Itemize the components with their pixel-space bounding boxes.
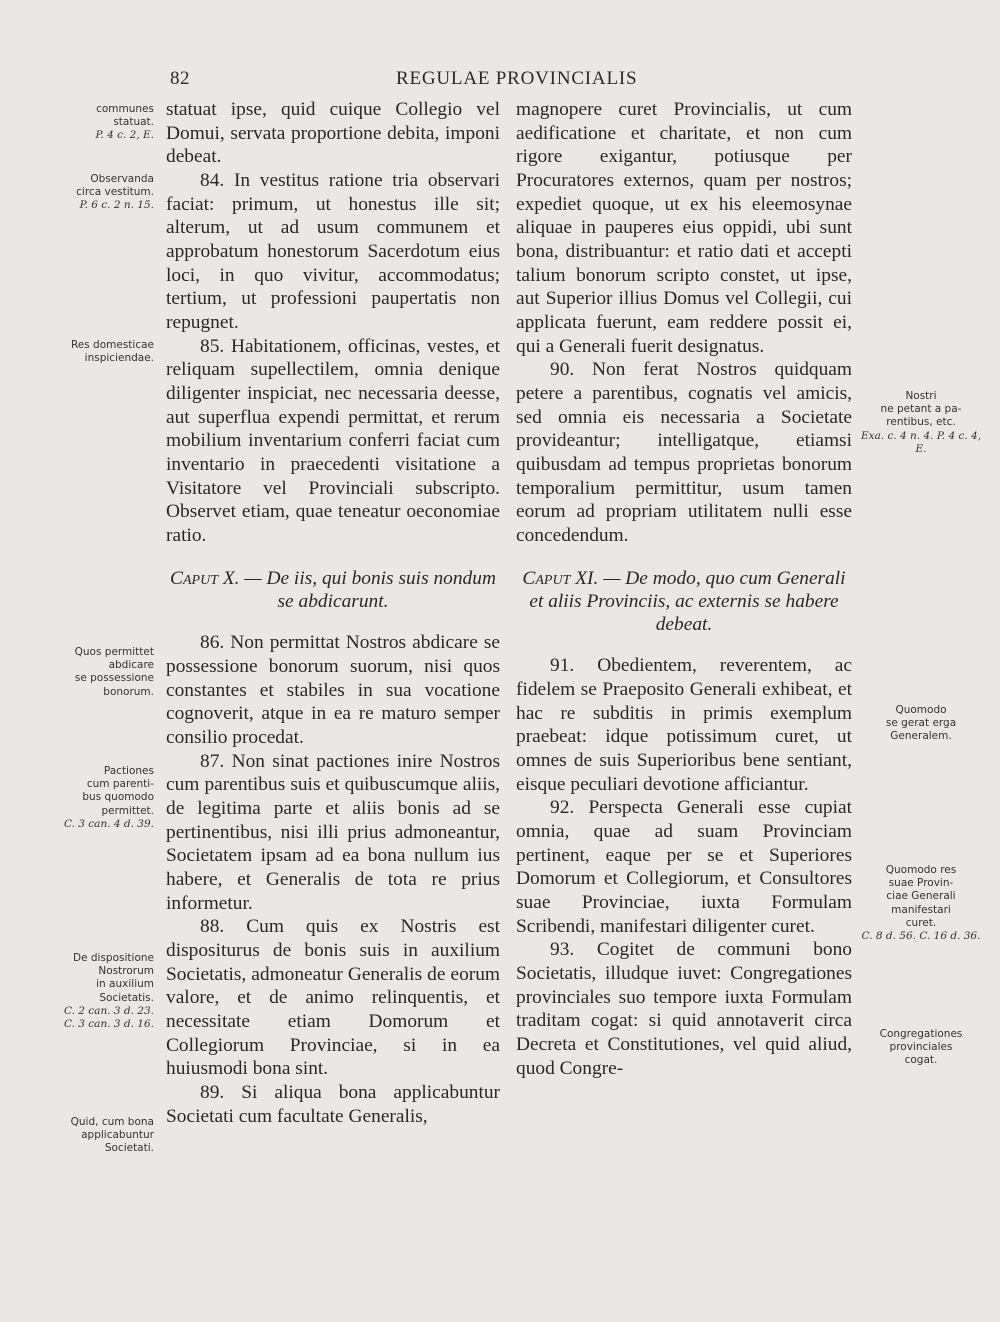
note-line: Nostri <box>905 390 937 402</box>
text-column-left <box>166 98 500 1128</box>
margin-note-left <box>58 339 154 365</box>
note-line: Societatis. <box>99 991 154 1004</box>
note-line: inspiciendae. <box>84 352 154 365</box>
paragraph-89: 89. Si aliqua bona applicabuntur Societati cum facultate Generalis, <box>166 1081 500 1127</box>
note-line: abdicare <box>108 659 154 672</box>
paragraph-87: 87. Non sinat pactiones inire Nostros cum parentibus suis et quibuscumque aliis, de legitima parte et aliis bonis ad se pertinentibus, nisi illi prius admoneantur, Societatem ipsam ad ea bona nullum ius habere, et Generalis de tota re prius informetur. <box>166 750 500 914</box>
margin-note-left <box>58 103 154 143</box>
paragraph-92: 92. Perspecta Generali esse cupiat omnia, quae ad suam Provinciam pertinent, eaque per se et Superiores Domorum et Collegiorum, et Consultores suae Provinciae, iuxta Formulam Scribendi, manifestari diligenter curet. <box>516 797 852 937</box>
margin-note-right <box>860 1028 982 1068</box>
chapter-number: Caput X. <box>170 568 240 590</box>
note-line: cogat. <box>904 1054 938 1067</box>
note-line: bus quomodo <box>82 791 154 804</box>
note-line: circa vestitum. <box>76 186 154 199</box>
page-header <box>0 68 1000 94</box>
note-line: Quomodo res <box>885 864 957 876</box>
note-line: provinciales <box>889 1041 953 1054</box>
note-line: curet. <box>905 916 937 929</box>
chapter-number: Caput XI. <box>522 568 599 590</box>
margin-note-left <box>58 646 154 699</box>
chapter-heading <box>166 567 500 613</box>
note-line: De dispositione <box>73 952 154 964</box>
note-reference: Exa. c. 4 n. 4. P. 4 c. 4, E. <box>860 429 982 455</box>
note-line: Quomodo <box>895 704 947 716</box>
note-line: Congregationes <box>879 1028 963 1040</box>
text-column-right <box>516 98 852 1080</box>
note-line: ciae Generali <box>886 890 956 903</box>
chapter-title: — De iis, qui bonis suis nondum se abdicarunt. <box>244 568 496 613</box>
paragraph-90: 90. Non ferat Nostros quidquam petere a parentibus, cognatis vel amicis, sed omnia eis necessaria a Societate provideantur; intelligatque, etiamsi quibusdam ad tempus proprietas bonorum temporalium permittitur, usum tamen eorum ad propriam utilitatem nulli esse concedendum. <box>516 359 852 546</box>
paragraph-84: 84. In vestitus ratione tria observari faciat: primum, ut honestus ille sit; alterum, ut ad usum communem et approbatum honestorum Sacerdotum eius loci, in quo vivitur, accommodatus; tertium, ut professioni paupertatis non repugnet. <box>166 169 500 333</box>
note-line: Generalem. <box>890 730 952 743</box>
note-line: Pactiones <box>103 765 154 777</box>
note-reference: C. 8 d. 56. C. 16 d. 36. <box>861 930 981 943</box>
paragraph: statuat ipse, quid cuique Collegio vel Domui, servata proportione debita, imponi debeat. <box>166 99 500 168</box>
margin-note-left <box>58 952 154 1031</box>
note-line: communes <box>96 103 154 115</box>
note-line: applicabuntur <box>81 1129 154 1142</box>
note-line: manifestari <box>891 903 951 916</box>
margin-note-left <box>58 173 154 213</box>
paragraph-91: 91. Obedientem, reverentem, ac fidelem se Praeposito Generali exhibeat, et hac re subditis in primis exemplum praebeat: idque potissimum curet, ut omnes de suis Superioribus bene sentiant, eisque peculiari devotione afficiantur. <box>516 655 852 795</box>
note-line: suae Provin- <box>888 877 954 890</box>
note-line: cum parenti- <box>86 778 154 791</box>
note-line: se gerat erga <box>885 717 957 730</box>
note-line: ne petant a pa- <box>880 403 962 416</box>
note-line: permittet. <box>101 804 154 817</box>
paragraph-88: 88. Cum quis ex Nostris est dispositurus de bonis suis in auxilium Societatis, admoneatur Generalis de eorum valore, et de animo relinquentis, et necessitate etiam Domorum et Collegiorum Provinciae, si in ea huiusmodi bona sint. <box>166 916 500 1080</box>
note-line: Quos permittet <box>74 646 154 658</box>
note-line: bonorum. <box>103 685 154 698</box>
note-line: Observanda <box>90 173 154 185</box>
chapter-heading <box>516 567 852 636</box>
note-reference: C. 3 can. 4 d. 39. <box>63 817 154 830</box>
margin-note-right <box>860 390 982 456</box>
note-reference: P. 4 c. 2, E. <box>95 129 154 142</box>
paragraph-85: 85. Habitationem, officinas, vestes, et reliquam supellectilem, omnia denique diligenter inspiciat, nec necessaria deesse, aut superflua expendi permittat, et rerum mobilium inventarium conferri faciat cum inventario in praecedenti visitatione a Visitatore vel Provinciali subscripto. Observet etiam, quae teneatur oeconomiae ratio. <box>166 335 500 546</box>
margin-note-right <box>860 704 982 744</box>
note-line: rentibus, etc. <box>886 416 956 429</box>
running-head: REGULAE PROVINCIALIS <box>396 68 638 89</box>
page-number: 82 <box>170 68 190 89</box>
paragraph-86: 86. Non permittat Nostros abdicare se possessione bonorum suorum, nisi quos constantes et stabiles in sua vocatione cognoverit, atque in ea re maturo semper consilio procedat. <box>166 632 500 749</box>
note-line: se possessione <box>74 672 154 685</box>
note-reference: C. 2 can. 3 d. 23. C. 3 can. 3 d. 16. <box>63 1004 154 1031</box>
note-reference: P. 6 c. 2 n. 15. <box>79 199 154 212</box>
chapter-title: — De modo, quo cum Generali et aliis Provinciis, ac externis se habere debeat. <box>529 568 846 636</box>
note-line: Res domesticae <box>70 339 154 351</box>
note-line: statuat. <box>113 116 154 129</box>
margin-note-left <box>58 1116 154 1156</box>
note-line: Societati. <box>104 1142 154 1155</box>
paragraph: magnopere curet Provincialis, ut cum aedificatione et charitate, et non cum rigore exigantur, potiusque per Procuratores externos, quam per nostros; expediet quoque, ut ex his eleemosynae aliquae in pauperes eius oppidi, ubi sunt bona, distribuantur: et ratio dati et accepti talium bonorum scripto constet, ut ipse, aut Superior illius Domus vel Collegii, cui applicata fuerunt, eam reddere possit ei, qui a Generali fuerit designatus. <box>516 99 852 357</box>
note-line: Nostrorum <box>98 965 154 978</box>
note-line: Quid, cum bona <box>70 1116 154 1128</box>
note-line: in auxilium <box>96 978 154 991</box>
paragraph-93: 93. Cogitet de communi bono Societatis, illudque iuvet: Congregationes provinciales suo tempore iuxta Formulam traditam cogat: si quid annotaverit circa Decreta et Constitutiones, vel quid aliud, quod Congre- <box>516 939 852 1079</box>
margin-note-right <box>860 864 982 943</box>
margin-note-left <box>58 765 154 831</box>
